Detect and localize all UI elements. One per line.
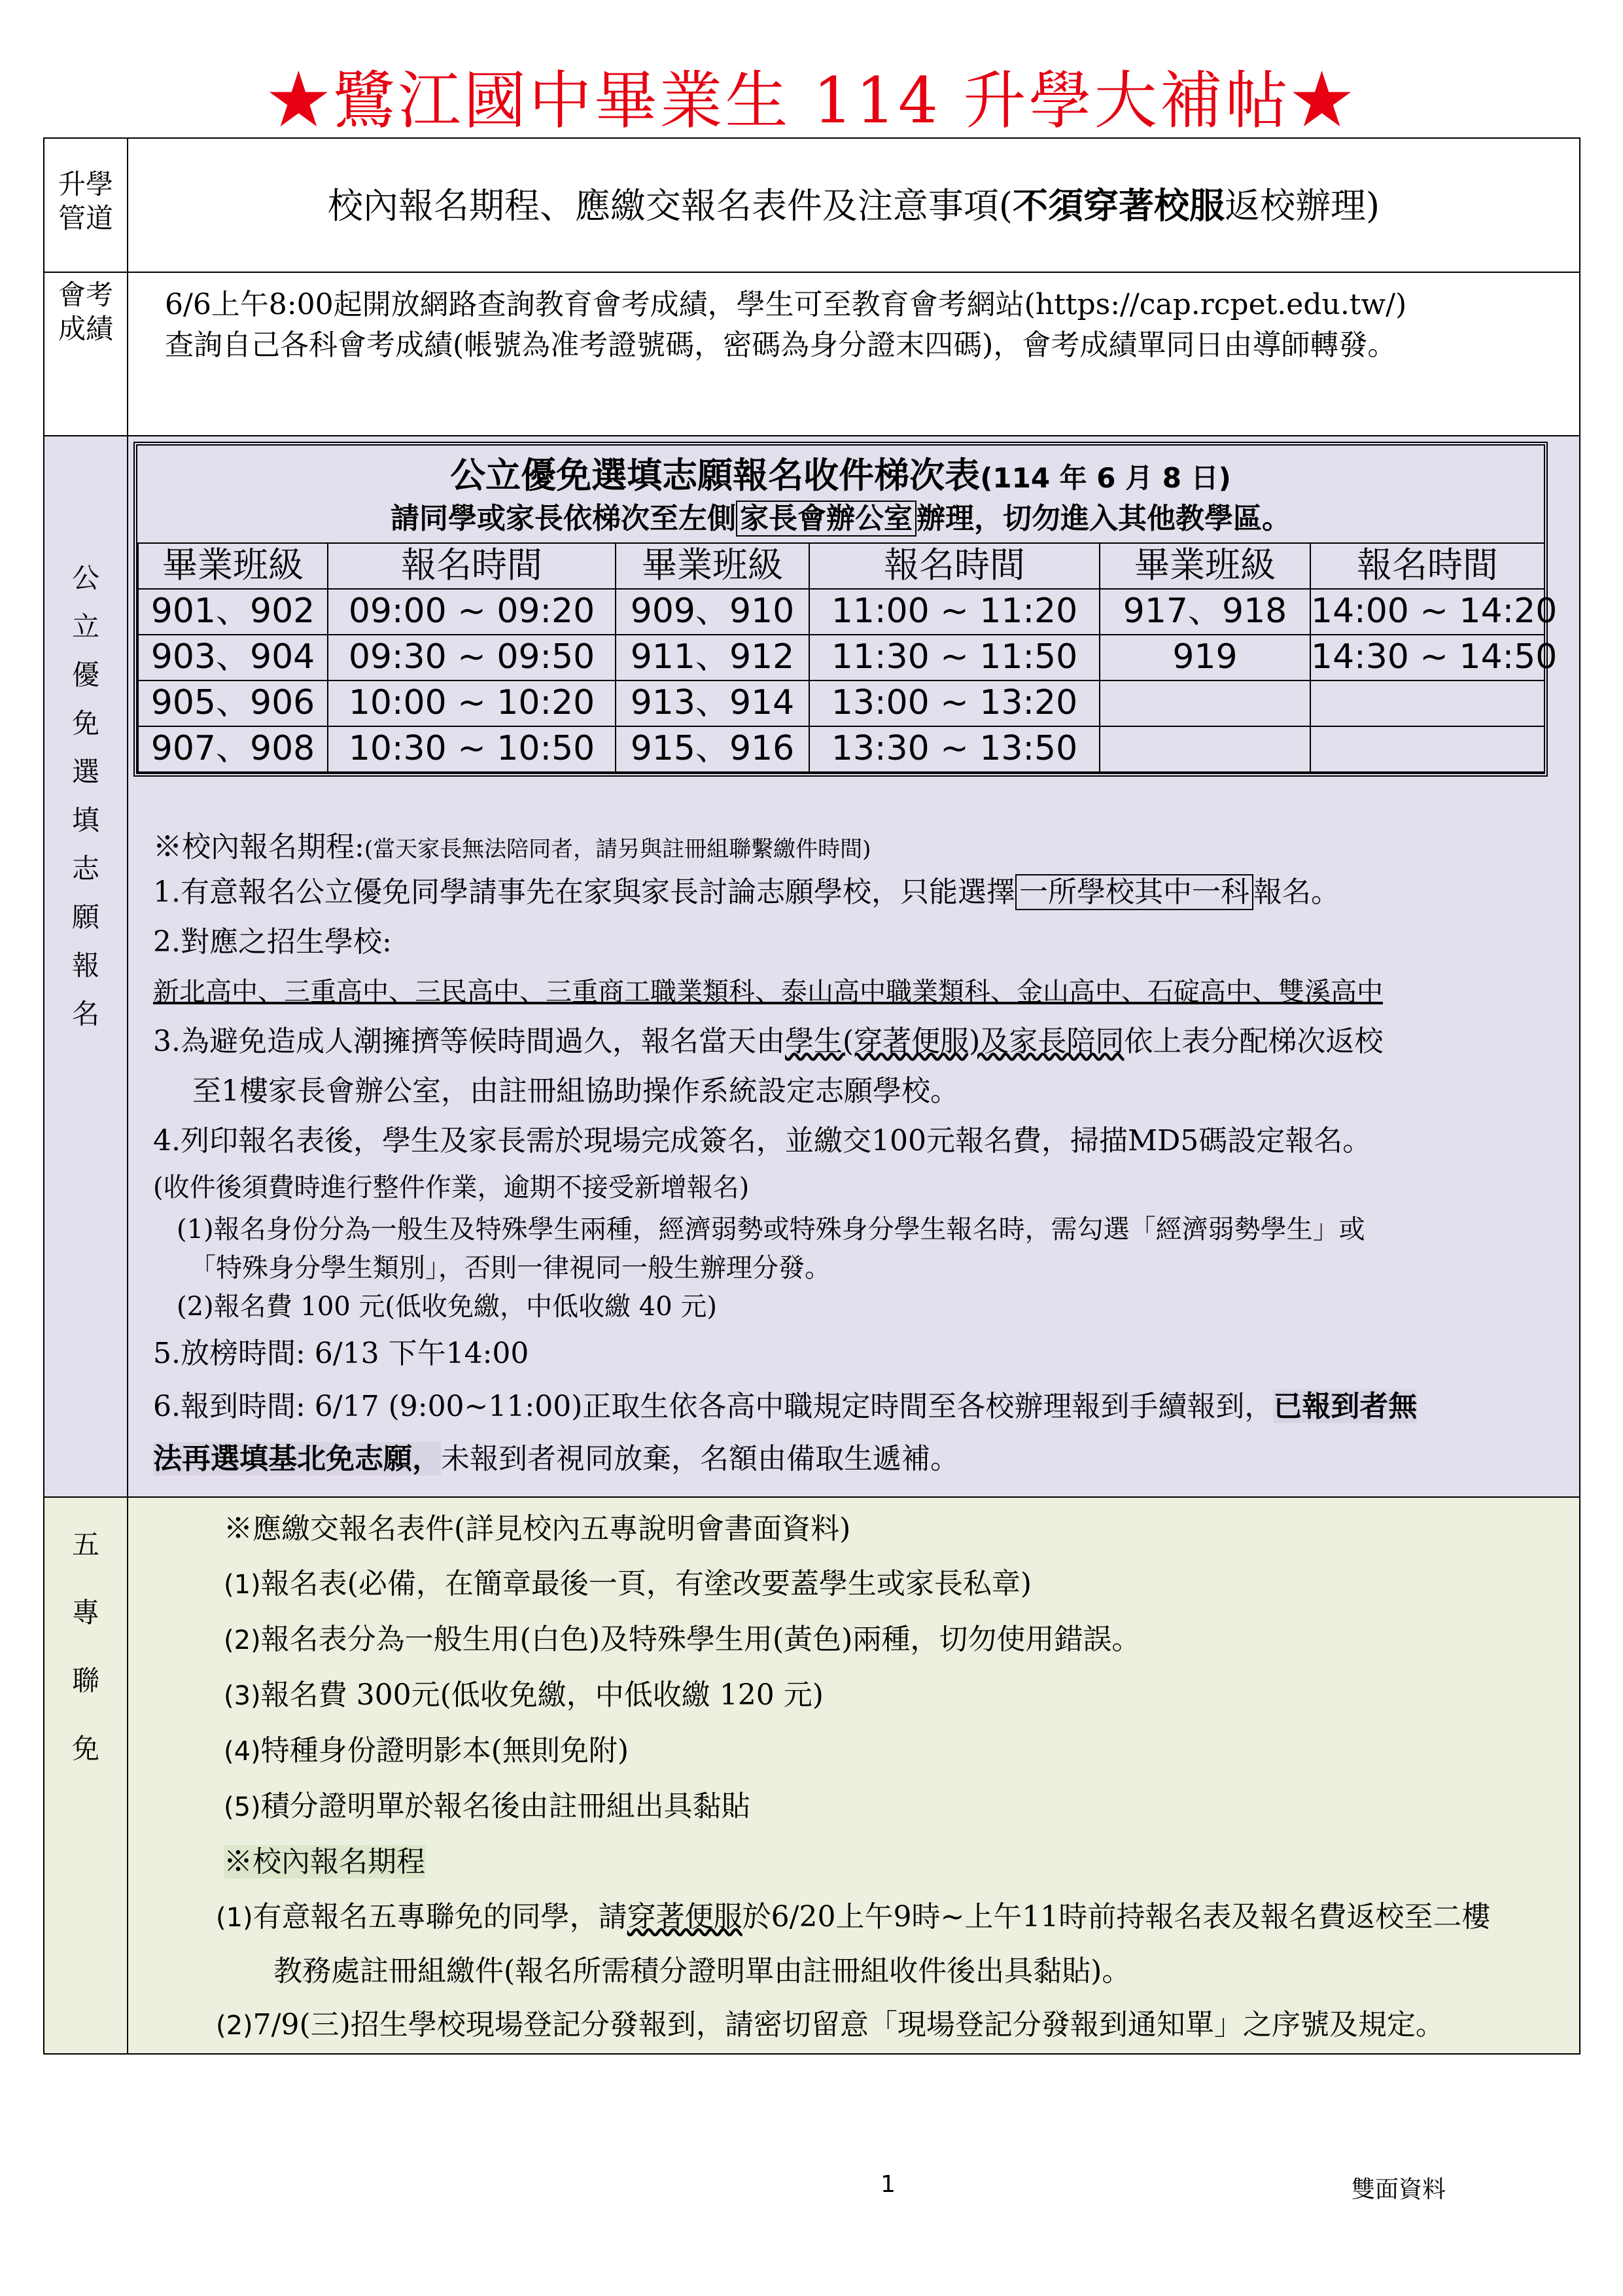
public-item-4: 4.列印報名表後，學生及家長需於現場完成簽名，並繳交100元報名費，掃描MD5碼設定報名。 [153, 1124, 1372, 1157]
period-num: (1) [216, 1903, 253, 1933]
period-label-text: ※校內報名期程 [224, 1845, 425, 1879]
period-num: (2) [216, 2011, 253, 2041]
public-label-char: 填 [71, 804, 99, 836]
footer-note: 雙面資料 [1352, 2176, 1446, 2203]
schedule-cell: 903、904 [138, 635, 328, 680]
public-label-char: 願 [71, 901, 99, 933]
form-num: (3) [224, 1681, 261, 1711]
form-num: (2) [224, 1625, 261, 1655]
public-label-char: 優 [71, 659, 99, 691]
schedule-title [137, 446, 1544, 499]
schedule-row [138, 726, 1544, 772]
item6-post: 未報到者視同放棄，名額由備取生遞補。 [441, 1442, 959, 1475]
fiveyear-form-2 [224, 1612, 1573, 1668]
schedule-header-cell: 報名時間 [328, 543, 616, 589]
public-item-6-line2 [153, 1433, 1569, 1485]
public-item-4-note: (收件後須費時進行整件作業，逾期不接受新增報名) [153, 1173, 750, 1203]
item3-a: 3.為避免造成人潮擁擠等候時間過久，報名當天由 [153, 1025, 785, 1058]
cap-label-text: 會考 成績 [58, 279, 113, 345]
schedule-cell: 13:30 ~ 13:50 [809, 726, 1100, 772]
fiveyear-forms-label: ※應繳交報名表件(詳見校內五專說明會書面資料) [224, 1512, 851, 1545]
schedule-row [138, 589, 1544, 635]
item6-bold-1: 已報到者無 [1273, 1390, 1418, 1423]
schedule-cell: 901、902 [138, 589, 328, 635]
form-text: 特種身份證明影本(無則免附) [260, 1734, 629, 1767]
schedule-cell: 909、910 [616, 589, 809, 635]
schedule-cell [1310, 680, 1544, 726]
main-table [43, 137, 1580, 2055]
form-text: 報名表(必備，在簡章最後一頁，有塗改要蓋學生或家長私章) [260, 1567, 1032, 1600]
form-num: (4) [224, 1737, 261, 1767]
item1-boxed: 一所學校其中一科 [1015, 874, 1253, 910]
item1-pre: 1.有意報名公立優免同學請事先在家與家長討論志願學校，只能選擇 [153, 875, 1015, 909]
fiveyear-period-2 [216, 1998, 1573, 2053]
item6-pre: 6.報到時間: 6/17 (9:00~11:00)正取生依各高中職規定時間至各校辦理報到手續報到， [153, 1390, 1274, 1423]
schedule-cell: 14:30 ~ 14:50 [1310, 635, 1544, 680]
schedule-date: (114 年 6 月 8 日) [980, 462, 1231, 494]
item1-post: 報名。 [1253, 875, 1340, 909]
schedule-cell: 14:00 ~ 14:20 [1310, 589, 1544, 635]
public-item-2: 2.對應之招生學校: [153, 925, 392, 959]
schedule-cell: 911、912 [616, 635, 809, 680]
fiveyear-label-chars [44, 1511, 127, 1783]
form-num: (1) [224, 1570, 261, 1600]
schedule-header-cell: 畢業班級 [616, 543, 809, 589]
cap-label [44, 272, 128, 436]
public-period [153, 829, 1569, 868]
public-label-char: 選 [71, 756, 99, 788]
public-label-char: 志 [71, 853, 99, 885]
schedule-cell: 09:00 ~ 09:20 [328, 589, 616, 635]
schedule-row [138, 635, 1544, 680]
public-label-char: 報 [71, 949, 99, 981]
item3-b: 依上表分配梯次返校 [1124, 1025, 1384, 1058]
fiveyear-instructions [128, 1498, 1579, 2053]
public-row [44, 436, 1580, 1497]
schedule-cell: 11:00 ~ 11:20 [809, 589, 1100, 635]
fiveyear-form-3 [224, 1668, 1573, 1723]
schedule-header-cell: 報名時間 [809, 543, 1100, 589]
schedule-grid [137, 542, 1558, 773]
fiveyear-form-1 [224, 1557, 1573, 1612]
cap-line-2: 查詢自己各科會考成績(帳號為准考證號碼，密碼為身分證末四碼)，會考成績單同日由導師轉發。 [165, 328, 1397, 362]
public-sub-1: (1)報名身份分為一般生及特殊學生兩種，經濟弱勢或特殊身分學生報名時，需勾選「經濟弱勢學生」或 [177, 1214, 1365, 1245]
schedule-sub-boxed: 家長會辦公室 [736, 501, 916, 537]
schedule-cell [1100, 726, 1310, 772]
page-number: 1 [881, 2171, 896, 2198]
public-content [128, 436, 1580, 1497]
fiveyear-label-char: 免 [71, 1733, 99, 1765]
form-text: 報名表分為一般生用(白色)及特殊學生用(黃色)兩種，切勿使用錯誤。 [260, 1623, 1141, 1656]
form-num: (5) [224, 1792, 261, 1822]
fiveyear-content [128, 1497, 1580, 2054]
schedule-cell: 915、916 [616, 726, 809, 772]
p1-wavy: 穿著便服 [627, 1900, 742, 1934]
schedule-cell: 919 [1100, 635, 1310, 680]
schedule-cell: 13:00 ~ 13:20 [809, 680, 1100, 726]
fiveyear-period-1 [216, 1890, 1573, 1945]
fiveyear-label [44, 1497, 128, 2054]
schedule-cell: 09:30 ~ 09:50 [328, 635, 616, 680]
page-title: ★鷺江國中畢業生 114 升學大補帖★ [267, 64, 1356, 137]
schedule-cell: 10:30 ~ 10:50 [328, 726, 616, 772]
schedule-header-row [138, 543, 1544, 589]
schedule-subtitle [137, 499, 1544, 542]
public-period-note: (當天家長無法陪同者，請另與註冊組聯繫繳件時間) [364, 836, 871, 862]
fiveyear-form-4 [224, 1723, 1573, 1779]
public-label-char: 免 [71, 707, 99, 739]
public-schools: 新北高中、三重高中、三民高中、三重商工職業類科、泰山高中職業類科、金山高中、石碇高中、雙溪高中 [153, 977, 1383, 1007]
header-label [44, 138, 128, 272]
header-row [44, 138, 1580, 272]
fiveyear-period-label [224, 1835, 1573, 1890]
p1-a: 有意報名五專聯免的同學，請 [253, 1900, 627, 1934]
cap-text [128, 272, 1580, 436]
public-item-6 [153, 1381, 1569, 1433]
header-text [128, 138, 1580, 272]
public-item-3-line2: 至1樓家長會辦公室，由註冊組協助操作系統設定志願學校。 [192, 1074, 959, 1108]
schedule-cell: 913、914 [616, 680, 809, 726]
schedule-header-cell: 報名時間 [1310, 543, 1544, 589]
fiveyear-label-char: 聯 [71, 1665, 99, 1697]
public-label-char: 公 [71, 562, 99, 594]
schedule-cell: 10:00 ~ 10:20 [328, 680, 616, 726]
public-sub-1b: 「特殊身分學生類別」，否則一律視同一般生辦理分發。 [190, 1253, 831, 1283]
fiveyear-period-1-line2: 教務處註冊組繳件(報名所需積分證明單由註冊組收件後出具黏貼)。 [273, 1954, 1131, 1988]
header-text-pre: 校內報名期程、應繳交報名表件及注意事項( [327, 185, 1013, 226]
public-item-5: 5.放榜時間: 6/13 下午14:00 [153, 1337, 529, 1370]
schedule-cell [1100, 680, 1310, 726]
public-item-3 [153, 1017, 1569, 1067]
schedule-header-cell: 畢業班級 [138, 543, 328, 589]
schedule-header-cell: 畢業班級 [1100, 543, 1310, 589]
schedule-box [133, 442, 1558, 777]
schedule-title-text: 公立優免選填志願報名收件梯次表 [450, 455, 981, 496]
public-label-char: 立 [71, 610, 99, 643]
fiveyear-row [44, 1497, 1580, 2054]
schedule-sub-pre: 請同學或家長依梯次至左側 [391, 502, 736, 535]
schedule-cell: 11:30 ~ 11:50 [809, 635, 1100, 680]
cap-line-1: 6/6上午8:00起開放網路查詢教育會考成績，學生可至教育會考網站(https://cap.rcpet.edu.tw/) [165, 288, 1407, 321]
fiveyear-label-char: 五 [71, 1528, 99, 1561]
fiveyear-label-char: 專 [71, 1597, 99, 1629]
header-text-bold: 不須穿著校服 [1013, 185, 1225, 226]
public-label-chars [44, 554, 127, 1038]
item6-bold-2: 法再選填基北免志願， [153, 1442, 441, 1475]
form-text: 報名費 300元(低收免繳，中低收繳 120 元) [260, 1678, 824, 1712]
fiveyear-form-5 [224, 1779, 1573, 1835]
schedule-cell: 905、906 [138, 680, 328, 726]
schedule-cell [1310, 726, 1544, 772]
p1-b: 於6/20上午9時~上午11時前持報名表及報名費返校至二樓 [742, 1900, 1491, 1934]
header-text-post: 返校辦理) [1225, 185, 1380, 226]
schedule-cell: 917、918 [1100, 589, 1310, 635]
public-sub-2: (2)報名費 100 元(低收免繳，中低收繳 40 元) [177, 1292, 717, 1322]
public-label-char: 名 [71, 998, 99, 1030]
p2-text: 7/9(三)招生學校現場登記分發報到，請密切留意「現場登記分發報到通知單」之序號及規定。 [253, 2008, 1444, 2041]
item3-wavy: 學生(穿著便服)及家長陪同 [784, 1025, 1125, 1058]
schedule-row [138, 680, 1544, 726]
public-instructions [133, 777, 1573, 1485]
cap-row [44, 272, 1580, 436]
schedule-sub-post: 辦理，切勿進入其他教學區。 [916, 502, 1291, 535]
schedule-cell: 907、908 [138, 726, 328, 772]
public-label [44, 436, 128, 1497]
form-text: 積分證明單於報名後由註冊組出具黏貼 [260, 1790, 750, 1823]
public-item-1 [153, 868, 1569, 917]
public-period-label: ※校內報名期程: [153, 830, 364, 864]
header-label-text: 升學 管道 [58, 168, 113, 234]
